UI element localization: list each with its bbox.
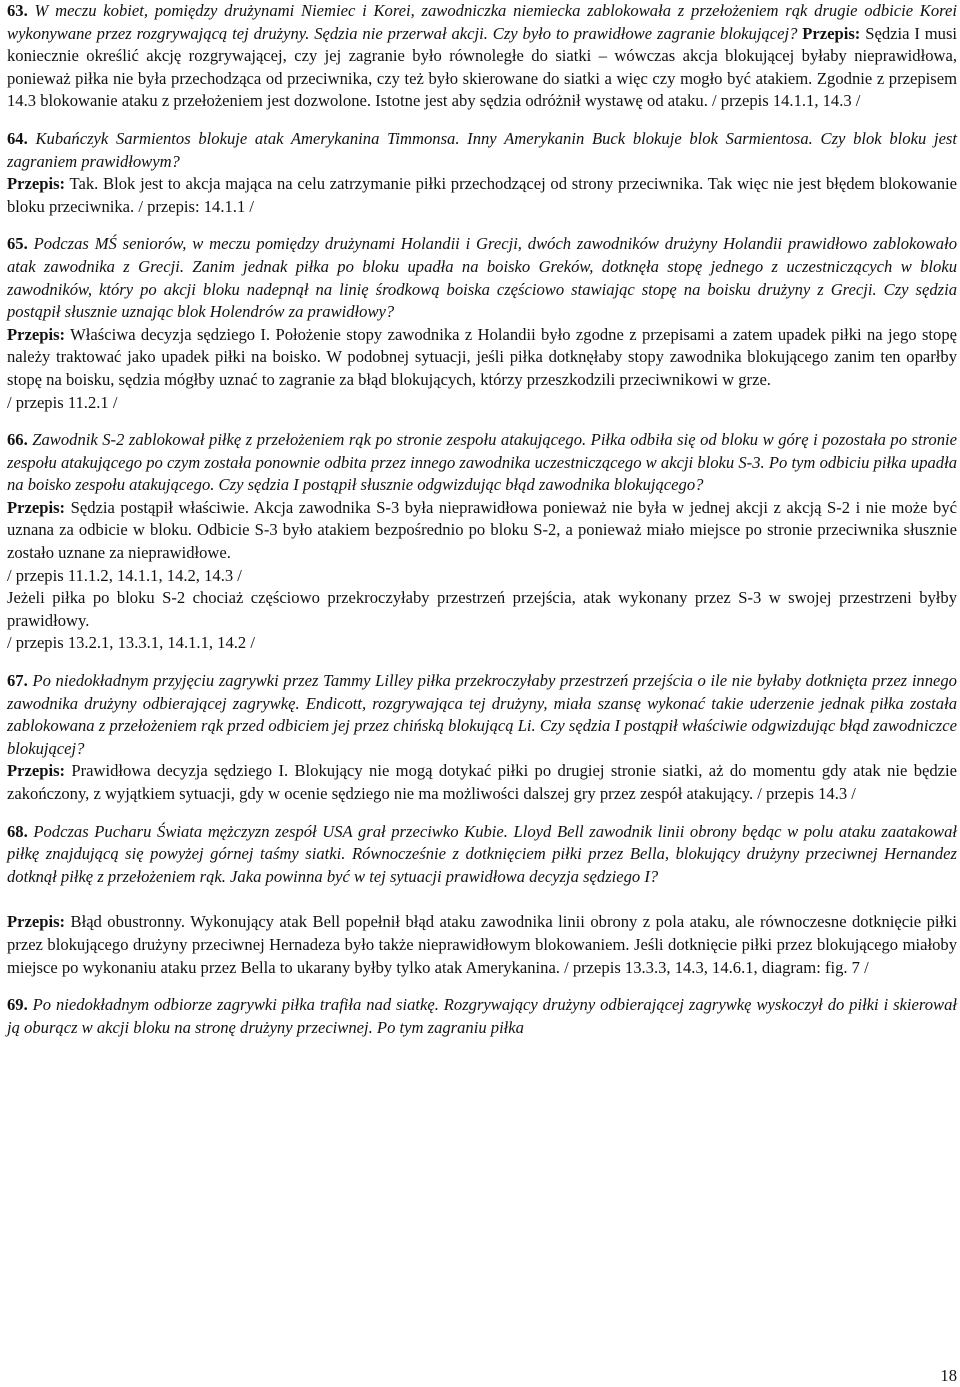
answer-label: Przepis: bbox=[7, 497, 66, 517]
answer bbox=[7, 324, 957, 392]
item-number: 68. bbox=[7, 821, 28, 841]
answer-text: Właściwa decyzja sędziego I. Położenie stopy zawodnika z Holandii było zgodne z przepisami a zatem upadek piłki na jego stopę należy traktować jako upadek piłki na boisko. W podobnej sytuacji, jeśli piłka dotknęłaby stopy zawodnika blokującego zanim ten oparłby stopę na boisku, sędzia mógłby uznać to zagranie za błąd blokujących, którzy przeszkodzili przeciwnikowi w grze. bbox=[7, 324, 957, 389]
question-text: W meczu kobiet, pomiędzy drużynami Niemiec i Korei, zawodniczka niemiecka zablokowała z przełożeniem rąk drugie odbicie Korei wykonywane przez rozgrywającą tej drużyny. Sędzia nie przerwał akcji. Czy było to prawidłowe zagranie blokującej? bbox=[7, 1, 957, 43]
question-text: Zawodnik S-2 zablokował piłkę z przełożeniem rąk po stronie zespołu atakującego. Piłka odbiła się od bloku w górę i pozostała po stronie zespołu atakującego po czym została ponownie odbita przez innego zawodnika uczestniczącego w akcji bloku S-3. Po tym odbiciu piłka upadła na boisko zespołu atakującego. Czy sędzia I postąpił słusznie odgwizdując błąd zawodnika blokującego? bbox=[7, 430, 957, 495]
answer-label: Przepis: bbox=[802, 23, 861, 43]
rule-reference: / przepis 13.2.1, 13.3.1, 14.1.1, 14.2 / bbox=[7, 633, 255, 653]
question-text: Podczas MŚ seniorów, w meczu pomiędzy drużynami Holandii i Grecji, dwóch zawodników drużyny Holandii prawidłowo zablokowało atak zawodnika z Grecji. Zanim jednak piłka po bloku upadła na boisko Greków, dotknęła stopę jednego z uczestniczących w bloku zawodników, który po akcji bloku nadepnął na linię środkową boiska częściowo stawiając stopę na boisku drużyny z Grecji. Czy sędzia postąpił słusznie uznając blok Holendrów za prawidłowy? bbox=[7, 234, 957, 322]
item-68 bbox=[7, 821, 957, 980]
answer-text: Sędzia postąpił właściwie. Akcja zawodnika S-3 była nieprawidłowa ponieważ nie była w jednej akcji z akcją S-2 i nie może być uznana za odbicie w bloku. Odbicie S-3 było atakiem bezpośrednio po bloku S-2, a ponieważ miało miejsce po stronie przeciwnika słusznie zostało uznane za nieprawidłowe. bbox=[7, 497, 957, 563]
additional-note: Jeżeli piłka po bloku S-2 chociaż częściowo przekroczyłaby przestrzeń przejścia, atak wykonany przez S-3 w swojej przestrzeni byłby prawidłowy. bbox=[7, 588, 957, 630]
item-number: 67. bbox=[7, 671, 28, 691]
item-number: 65. bbox=[7, 234, 28, 254]
question-text: Po niedokładnym odbiorze zagrywki piłka trafiła nad siatkę. Rozgrywający drużyny odbierającej zagrywkę wyskoczył do piłki i skierował ją oburącz w akcji bloku na stronę drużyny przeciwnej. Po tym zagraniu piłka bbox=[7, 995, 957, 1037]
answer bbox=[7, 760, 957, 805]
item-69 bbox=[7, 994, 957, 1039]
item-66 bbox=[7, 429, 957, 655]
question bbox=[7, 994, 957, 1039]
answer-text: Błąd obustronny. Wykonujący atak Bell popełnił błąd ataku zawodnika linii obrony z pola ataku, ale równoczesne dotknięcie piłki przez blokującego drużyny przeciwnej Hernadeza było także nieprawidłowym blokowaniem. Jeśli dotknięcie piłki przez blokującego miałoby miejsce po wykonaniu ataku przez Bella to ukarany byłby tylko atak Amerykanina. / przepis 13.3.3, 14.3, 14.6.1, diagram: fig. 7 / bbox=[7, 912, 957, 977]
document-page bbox=[7, 0, 957, 1054]
answer-label: Przepis: bbox=[7, 912, 66, 932]
item-number: 64. bbox=[7, 128, 28, 148]
question bbox=[7, 0, 957, 113]
answer-label: Przepis: bbox=[7, 761, 66, 781]
question-text: Kubańczyk Sarmientos blokuje atak Amerykanina Timmonsa. Inny Amerykanin Buck blokuje blok Sarmientosa. Czy blok bloku jest zagraniem prawidłowym? bbox=[7, 128, 957, 171]
item-64 bbox=[7, 128, 957, 218]
question bbox=[7, 670, 957, 760]
answer-text: Prawidłowa decyzja sędziego I. Blokujący nie mogą dotykać piłki po drugiej stronie siatki, aż do momentu gdy atak nie będzie zakończony, z wyjątkiem sytuacji, gdy w ocenie sędziego nie ma możliwości dalszej gry przez zespół atakujący. / przepis 14.3 / bbox=[7, 761, 957, 803]
item-65 bbox=[7, 233, 957, 414]
question-text: Podczas Pucharu Świata mężczyzn zespół USA grał przeciwko Kubie. Lloyd Bell zawodnik linii obrony będąc w polu ataku zaatakował piłkę znajdującą się powyżej górnej taśmy siatki. Równocześnie z dotknięciem piłki przez Bella, blokujący drużyny przeciwnej Hernandez dotknął piłkę z przełożeniem rąk. Jaka powinna być w tej sytuacji prawidłowa decyzja sędziego I? bbox=[7, 821, 957, 886]
question bbox=[7, 233, 957, 323]
answer-label: Przepis: bbox=[7, 324, 66, 344]
rule-reference: / przepis 11.2.1 / bbox=[7, 392, 118, 412]
answer bbox=[7, 911, 957, 979]
answer bbox=[7, 497, 957, 565]
question bbox=[7, 429, 957, 497]
spacer bbox=[7, 888, 957, 911]
item-67 bbox=[7, 670, 957, 806]
rule-reference: / przepis 11.1.2, 14.1.1, 14.2, 14.3 / bbox=[7, 565, 242, 585]
answer-label: Przepis: bbox=[7, 174, 66, 194]
question bbox=[7, 821, 957, 889]
item-63 bbox=[7, 0, 957, 113]
item-number: 63. bbox=[7, 1, 28, 20]
answer bbox=[7, 173, 957, 218]
answer-text: Sędzia I musi koniecznie określić akcję rozgrywającej, czy jej zagranie było równoległe do siatki – wówczas akcja blokującej byłaby nieprawidłowa, ponieważ piłka nie była przechodząca od przeciwnika, czy też było skierowane do siatki a więc czy mogło być atakiem. Zgodnie z przepisem 14.3 blokowanie ataku z przełożeniem jest dozwolone. Istotne jest aby sędzia odróżnił wystawę od ataku. / przepis 14.1.1, 14.3 / bbox=[7, 23, 958, 111]
page-number: 18 bbox=[940, 1366, 957, 1385]
answer-text: Tak. Blok jest to akcja mająca na celu zatrzymanie piłki przechodzącej od strony przeciwnika. Tak więc nie jest błędem blokowanie bloku przeciwnika. / przepis: 14.1.1 / bbox=[7, 174, 957, 216]
question-text: Po niedokładnym przyjęciu zagrywki przez Tammy Lilley piłka przekroczyłaby przestrzeń przejścia o ile nie byłaby dotknięta przez innego zawodnika drużyny odbierającej zagrywkę. Endicott, rozgrywająca tej drużyny, miała szansę wykonać takie uderzenie jednak piłka została zablokowana z przełożeniem rąk przed odbiciem jej przez chińską blokującą Li. Czy sędzia I postąpił właściwie odgwizdując błąd zawodniczce blokującej? bbox=[7, 671, 957, 758]
question bbox=[7, 128, 957, 173]
item-number: 69. bbox=[7, 995, 28, 1015]
item-number: 66. bbox=[7, 430, 28, 450]
